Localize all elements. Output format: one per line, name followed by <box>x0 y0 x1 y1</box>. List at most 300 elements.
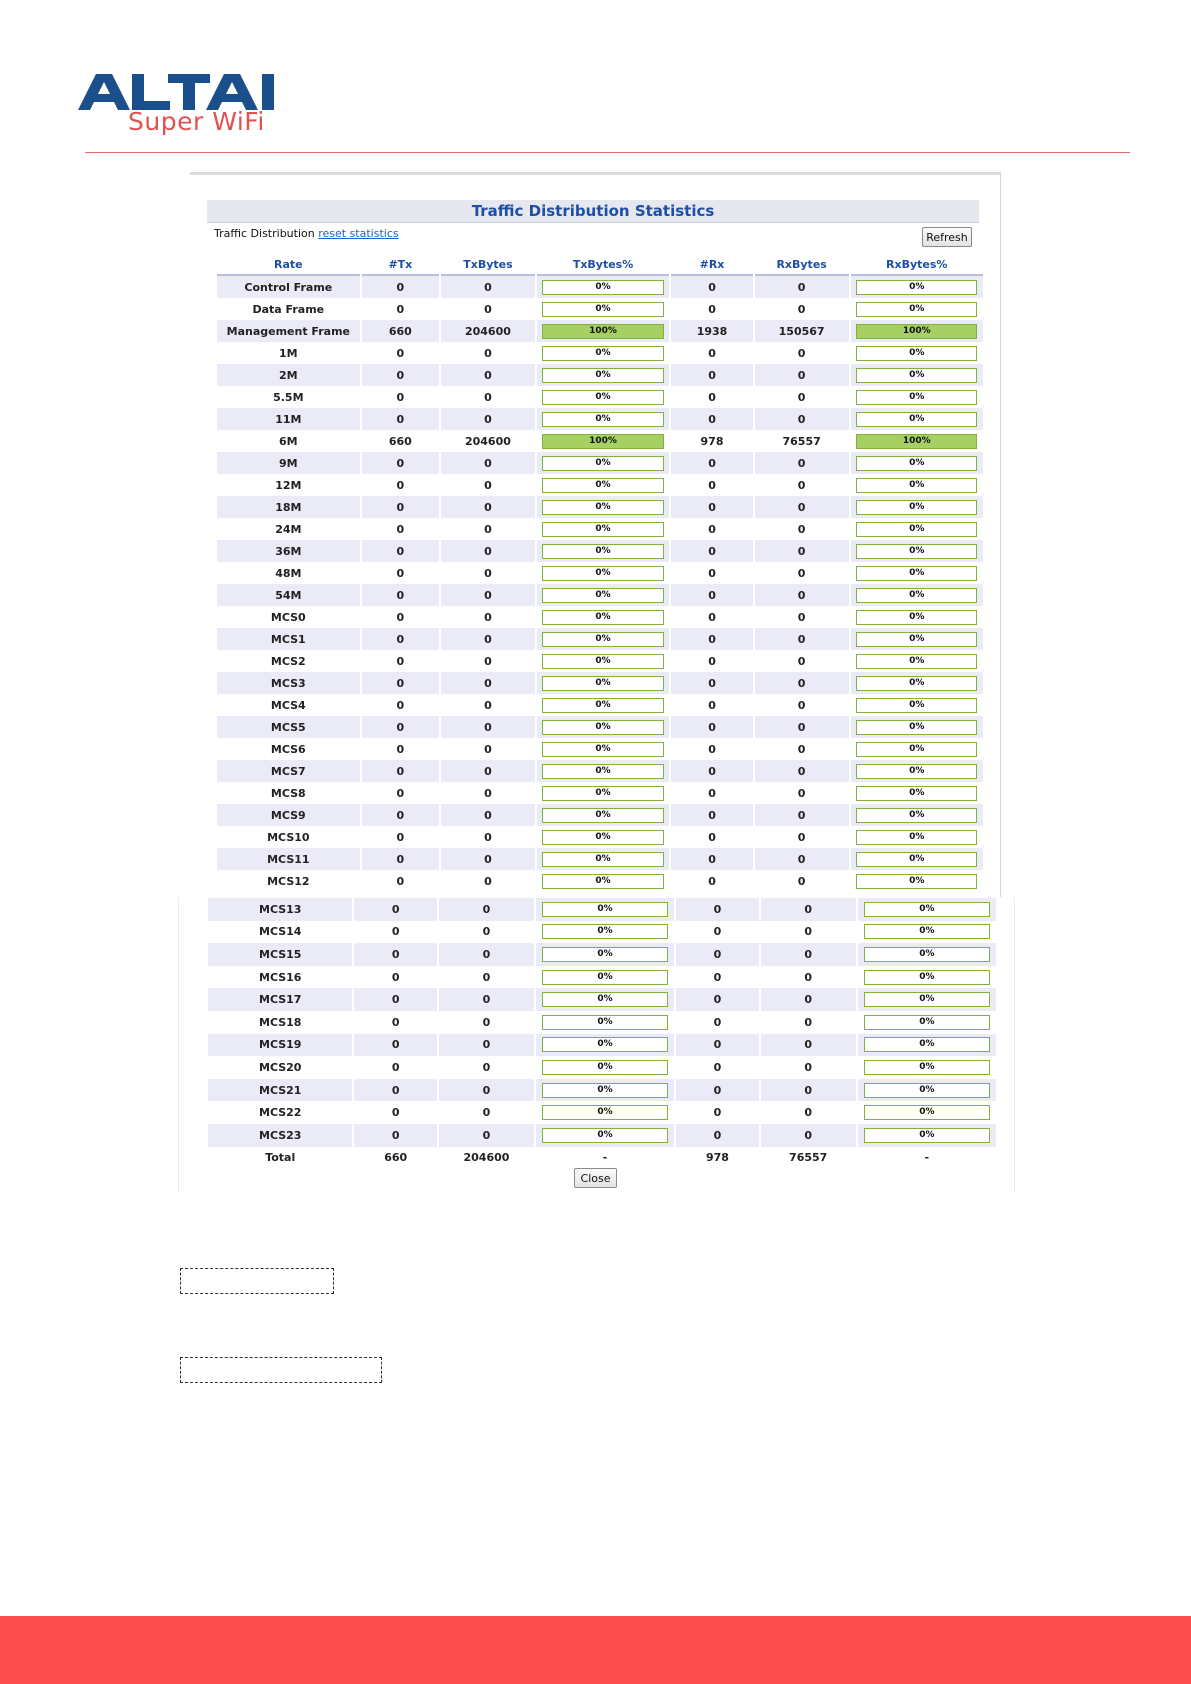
value-cell: 0 <box>676 988 759 1011</box>
percent-bar <box>542 764 663 779</box>
table-row <box>217 496 983 518</box>
value-cell: 0 <box>671 452 753 474</box>
value-cell: 978 <box>700 434 724 448</box>
percent-value: 0% <box>597 926 613 937</box>
value-cell: 0 <box>755 584 849 606</box>
percent-value: 0% <box>595 523 611 534</box>
percent-cell <box>537 782 669 804</box>
value-cell: - <box>858 1147 996 1170</box>
table-row <box>217 386 983 408</box>
percent-cell <box>537 584 669 606</box>
rate-cell: Data Frame <box>252 302 325 316</box>
table-row <box>217 540 983 562</box>
value-cell: 0 <box>671 804 753 826</box>
percent-cell <box>851 738 984 760</box>
percent-value: 0% <box>595 589 611 600</box>
percent-bar <box>542 324 663 339</box>
percent-value: 0% <box>595 787 611 798</box>
percent-value: 0% <box>909 699 925 710</box>
value-cell: 0 <box>439 898 534 921</box>
table-header-row <box>217 255 983 276</box>
percent-cell <box>537 452 669 474</box>
value-cell: 0 <box>797 478 806 492</box>
header-divider <box>85 152 1130 153</box>
value-cell: 0 <box>396 698 405 712</box>
percent-value: 0% <box>595 875 611 886</box>
value-cell: 204600 <box>441 320 535 342</box>
value-cell: 0 <box>391 1106 400 1120</box>
percent-cell <box>537 694 669 716</box>
table-row <box>217 562 983 584</box>
value-cell: 0 <box>804 925 813 939</box>
percent-value: 0% <box>595 413 611 424</box>
rate-cell: MCS16 <box>259 970 302 984</box>
note-box <box>180 1268 334 1294</box>
column-header: Rate <box>217 255 360 276</box>
rate-cell: MCS6 <box>270 742 306 756</box>
value-cell: 0 <box>484 478 492 492</box>
percent-cell <box>851 298 984 320</box>
rate-cell: MCS12 <box>267 874 310 888</box>
value-cell: 0 <box>362 804 439 826</box>
percent-bar <box>542 302 663 317</box>
percent-cell <box>536 1034 674 1057</box>
close-button[interactable]: Close <box>574 1168 617 1188</box>
table-row <box>217 716 983 738</box>
percent-value: 0% <box>595 567 611 578</box>
table-row <box>217 408 983 430</box>
reset-statistics-link[interactable]: reset statistics <box>318 227 399 240</box>
value-cell: 0 <box>439 1034 534 1057</box>
value-cell: 660 <box>362 320 439 342</box>
traffic-table <box>215 255 985 892</box>
value-cell: 0 <box>441 452 535 474</box>
percent-bar <box>864 902 991 917</box>
percent-bar <box>864 1060 991 1075</box>
percent-bar <box>542 390 663 405</box>
percent-cell <box>536 966 674 989</box>
percent-bar <box>542 280 663 295</box>
percent-cell <box>537 298 669 320</box>
value-cell: 0 <box>396 522 405 536</box>
percent-value: 0% <box>919 1084 935 1095</box>
rate-cell: MCS19 <box>208 1034 352 1057</box>
percent-value: 0% <box>597 1016 613 1027</box>
percent-cell <box>537 496 669 518</box>
percent-cell <box>851 870 984 892</box>
value-cell: 0 <box>797 346 806 360</box>
refresh-button[interactable]: Refresh <box>922 227 972 247</box>
value-cell: 0 <box>396 478 405 492</box>
table-row <box>217 518 983 540</box>
table-row <box>208 921 996 944</box>
table-row <box>208 1056 996 1079</box>
table-row <box>217 364 983 386</box>
value-cell: 0 <box>755 716 849 738</box>
percent-cell <box>851 386 984 408</box>
percent-bar <box>856 456 977 471</box>
value-cell: 0 <box>484 390 492 404</box>
value-cell: 0 <box>713 1015 722 1029</box>
value-cell: 0 <box>484 742 492 756</box>
value-cell: 0 <box>671 584 753 606</box>
percent-bar <box>856 346 977 361</box>
value-cell: 0 <box>396 874 405 888</box>
value-cell: 0 <box>713 1060 722 1074</box>
percent-bar <box>542 654 663 669</box>
percent-value: 0% <box>919 1129 935 1140</box>
value-cell: 0 <box>441 276 535 298</box>
value-cell: 0 <box>755 628 849 650</box>
percent-cell <box>858 943 996 966</box>
value-cell: 0 <box>676 1124 759 1147</box>
percent-bar <box>542 1037 668 1052</box>
value-cell: 0 <box>797 654 806 668</box>
value-cell: 0 <box>804 1015 813 1029</box>
percent-cell <box>851 430 984 452</box>
value-cell: 660 <box>388 434 412 448</box>
column-header: RxBytes% <box>851 255 984 276</box>
percent-value: 0% <box>919 994 935 1005</box>
rate-cell: MCS1 <box>217 628 360 650</box>
percent-cell <box>537 606 669 628</box>
logo-tagline: Super WiFi <box>128 107 265 136</box>
value-cell: 0 <box>354 898 437 921</box>
percent-value: 0% <box>597 1129 613 1140</box>
percent-bar <box>542 1105 668 1120</box>
rate-cell: MCS21 <box>208 1079 352 1102</box>
altai-logo <box>78 74 308 134</box>
percent-cell <box>851 452 984 474</box>
table-row <box>208 1101 996 1124</box>
value-cell: 0 <box>708 742 716 756</box>
value-cell: 0 <box>755 364 849 386</box>
percent-cell <box>858 966 996 989</box>
percent-cell <box>858 1101 996 1124</box>
value-cell: 0 <box>396 654 405 668</box>
value-cell: 0 <box>439 988 534 1011</box>
percent-cell <box>537 848 669 870</box>
table-row <box>217 650 983 672</box>
table-row <box>217 276 983 298</box>
value-cell: 0 <box>761 1034 856 1057</box>
rate-cell: 54M <box>217 584 360 606</box>
value-cell: 0 <box>797 786 806 800</box>
percent-bar <box>542 830 663 845</box>
percent-value: 0% <box>919 1107 935 1118</box>
value-cell: 0 <box>484 874 492 888</box>
value-cell: 0 <box>797 610 806 624</box>
percent-bar <box>856 544 977 559</box>
value-cell: 0 <box>391 1015 400 1029</box>
rate-cell: MCS22 <box>259 1106 302 1120</box>
percent-value: 0% <box>595 391 611 402</box>
percent-bar <box>856 478 977 493</box>
percent-cell <box>536 988 674 1011</box>
percent-cell <box>537 430 669 452</box>
percent-value: 0% <box>909 765 925 776</box>
percent-value: 0% <box>919 1061 935 1072</box>
percent-cell <box>537 562 669 584</box>
value-cell: 0 <box>755 496 849 518</box>
percent-cell <box>537 364 669 386</box>
percent-bar <box>856 500 977 515</box>
percent-bar <box>864 1083 991 1098</box>
table-row <box>217 782 983 804</box>
percent-bar <box>542 902 668 917</box>
rate-cell: Control Frame <box>217 276 360 298</box>
value-cell: 0 <box>797 742 806 756</box>
percent-bar <box>542 676 663 691</box>
value-cell: 0 <box>441 672 535 694</box>
value-cell: 0 <box>362 452 439 474</box>
rate-cell: MCS7 <box>217 760 360 782</box>
percent-value: 0% <box>909 853 925 864</box>
percent-bar <box>856 566 977 581</box>
percent-value: 0% <box>595 501 611 512</box>
percent-cell <box>851 540 984 562</box>
value-cell: 0 <box>676 898 759 921</box>
percent-value: 0% <box>595 765 611 776</box>
value-cell: 0 <box>441 364 535 386</box>
percent-bar <box>542 992 668 1007</box>
percent-cell <box>858 921 996 944</box>
percent-value: 0% <box>909 501 925 512</box>
percent-bar <box>864 924 991 939</box>
value-cell: 0 <box>671 628 753 650</box>
percent-bar <box>542 874 663 889</box>
value-cell: 0 <box>484 610 492 624</box>
percent-value: 100% <box>589 435 617 446</box>
percent-cell <box>537 386 669 408</box>
percent-value: 0% <box>597 1107 613 1118</box>
percent-bar <box>542 698 663 713</box>
percent-value: 0% <box>595 721 611 732</box>
value-cell: 0 <box>354 988 437 1011</box>
value-cell: 0 <box>482 1060 491 1074</box>
rate-cell: 1M <box>279 346 298 360</box>
column-header: RxBytes <box>755 255 849 276</box>
percent-bar <box>856 698 977 713</box>
note-box <box>180 1357 382 1383</box>
value-cell: 0 <box>396 390 405 404</box>
percent-bar <box>864 1015 991 1030</box>
percent-value: 0% <box>595 479 611 490</box>
percent-cell <box>851 320 984 342</box>
rate-cell: MCS17 <box>208 988 352 1011</box>
rate-cell: MCS0 <box>270 610 306 624</box>
percent-value: 0% <box>909 545 925 556</box>
percent-bar <box>542 808 663 823</box>
percent-value: 0% <box>597 994 613 1005</box>
value-cell: 0 <box>755 848 849 870</box>
value-cell: 0 <box>441 628 535 650</box>
percent-cell <box>851 408 984 430</box>
percent-bar <box>542 1060 668 1075</box>
value-cell: 0 <box>354 1034 437 1057</box>
percent-bar <box>864 1128 991 1143</box>
percent-value: 0% <box>597 1084 613 1095</box>
table-row <box>217 760 983 782</box>
percent-value: 0% <box>919 971 935 982</box>
percent-cell <box>858 988 996 1011</box>
percent-value: 0% <box>909 809 925 820</box>
percent-bar <box>856 874 977 889</box>
percent-bar <box>856 852 977 867</box>
value-cell: 0 <box>362 408 439 430</box>
value-cell: 0 <box>396 302 405 316</box>
percent-cell <box>858 1079 996 1102</box>
table-row <box>208 1011 996 1034</box>
percent-value: 100% <box>589 325 617 336</box>
table-row <box>217 870 983 892</box>
rate-cell: 2M <box>217 364 360 386</box>
percent-bar <box>856 676 977 691</box>
percent-value: 0% <box>595 611 611 622</box>
table-row <box>217 320 983 342</box>
rate-cell: MCS4 <box>270 698 306 712</box>
value-cell: 0 <box>396 742 405 756</box>
percent-bar <box>856 808 977 823</box>
percent-cell <box>851 650 984 672</box>
percent-bar <box>856 302 977 317</box>
column-header: #Rx <box>671 255 753 276</box>
percent-cell <box>851 562 984 584</box>
column-header: TxBytes% <box>537 255 669 276</box>
percent-value: 0% <box>909 479 925 490</box>
value-cell: 0 <box>391 1060 400 1074</box>
rate-cell: Total <box>208 1147 352 1170</box>
percent-cell <box>851 804 984 826</box>
percent-cell <box>858 898 996 921</box>
percent-bar <box>542 1128 668 1143</box>
value-cell: 0 <box>797 522 806 536</box>
percent-value: 0% <box>909 611 925 622</box>
table-row <box>208 1124 996 1147</box>
table-row <box>217 628 983 650</box>
percent-cell <box>536 1056 674 1079</box>
percent-cell <box>537 672 669 694</box>
percent-value: 0% <box>909 633 925 644</box>
value-cell: 0 <box>708 874 716 888</box>
value-cell: 0 <box>671 848 753 870</box>
percent-bar <box>856 720 977 735</box>
value-cell: 0 <box>797 830 806 844</box>
percent-cell <box>851 782 984 804</box>
percent-cell <box>537 870 669 892</box>
value-cell: 0 <box>797 874 806 888</box>
value-cell: 0 <box>755 540 849 562</box>
percent-bar <box>856 522 977 537</box>
percent-cell <box>851 474 984 496</box>
altai-logo-mark <box>78 74 302 110</box>
value-cell: 0 <box>708 346 716 360</box>
value-cell: 0 <box>396 830 405 844</box>
percent-bar <box>542 947 668 962</box>
value-cell: 0 <box>354 943 437 966</box>
percent-cell <box>537 738 669 760</box>
percent-value: 0% <box>595 457 611 468</box>
percent-value: 0% <box>597 1039 613 1050</box>
percent-cell <box>537 474 669 496</box>
value-cell: 0 <box>761 943 856 966</box>
value-cell: 0 <box>708 698 716 712</box>
percent-bar <box>542 434 663 449</box>
value-cell: 0 <box>676 1079 759 1102</box>
value-cell: 0 <box>804 1060 813 1074</box>
value-cell: 0 <box>708 786 716 800</box>
percent-cell <box>851 694 984 716</box>
percent-value: 0% <box>909 391 925 402</box>
percent-value: 0% <box>595 633 611 644</box>
percent-value: 0% <box>909 743 925 754</box>
percent-value: 0% <box>595 853 611 864</box>
percent-bar <box>542 500 663 515</box>
value-cell: 0 <box>676 1034 759 1057</box>
percent-cell <box>537 342 669 364</box>
table-row <box>217 342 983 364</box>
value-cell: 0 <box>671 408 753 430</box>
rate-cell: 5.5M <box>273 390 304 404</box>
value-cell: 0 <box>354 1124 437 1147</box>
rate-cell: 24M <box>275 522 302 536</box>
percent-value: 0% <box>909 567 925 578</box>
percent-value: 0% <box>909 281 925 292</box>
rate-cell: MCS20 <box>259 1060 302 1074</box>
percent-cell <box>536 898 674 921</box>
rate-cell: MCS8 <box>270 786 306 800</box>
percent-cell <box>537 540 669 562</box>
value-cell: 0 <box>797 698 806 712</box>
table-row <box>217 848 983 870</box>
value-cell: 0 <box>396 610 405 624</box>
rate-cell: MCS3 <box>217 672 360 694</box>
value-cell: 0 <box>354 1079 437 1102</box>
table-row <box>217 694 983 716</box>
value-cell: 0 <box>713 970 722 984</box>
value-cell: 0 <box>761 1124 856 1147</box>
value-cell: 1938 <box>671 320 753 342</box>
percent-value: 0% <box>909 523 925 534</box>
value-cell: 0 <box>708 830 716 844</box>
percent-bar <box>864 1037 991 1052</box>
percent-value: 0% <box>909 677 925 688</box>
percent-cell <box>851 606 984 628</box>
value-cell: 0 <box>755 408 849 430</box>
percent-cell <box>537 826 669 848</box>
value-cell: 0 <box>797 390 806 404</box>
percent-bar <box>864 992 991 1007</box>
traffic-stats-panel <box>190 172 1001 900</box>
percent-value: 0% <box>595 809 611 820</box>
rate-cell: MCS23 <box>208 1124 352 1147</box>
percent-value: 0% <box>909 655 925 666</box>
rate-cell: 6M <box>279 434 298 448</box>
value-cell: 0 <box>482 970 491 984</box>
percent-cell <box>536 943 674 966</box>
table-row <box>208 898 996 921</box>
value-cell: 978 <box>676 1147 759 1170</box>
table-row <box>208 988 996 1011</box>
percent-value: 0% <box>595 369 611 380</box>
rate-cell: 36M <box>217 540 360 562</box>
percent-bar <box>542 478 663 493</box>
value-cell: 0 <box>482 925 491 939</box>
percent-cell <box>537 276 669 298</box>
value-cell: 0 <box>484 830 492 844</box>
percent-cell <box>851 716 984 738</box>
value-cell: 0 <box>484 654 492 668</box>
